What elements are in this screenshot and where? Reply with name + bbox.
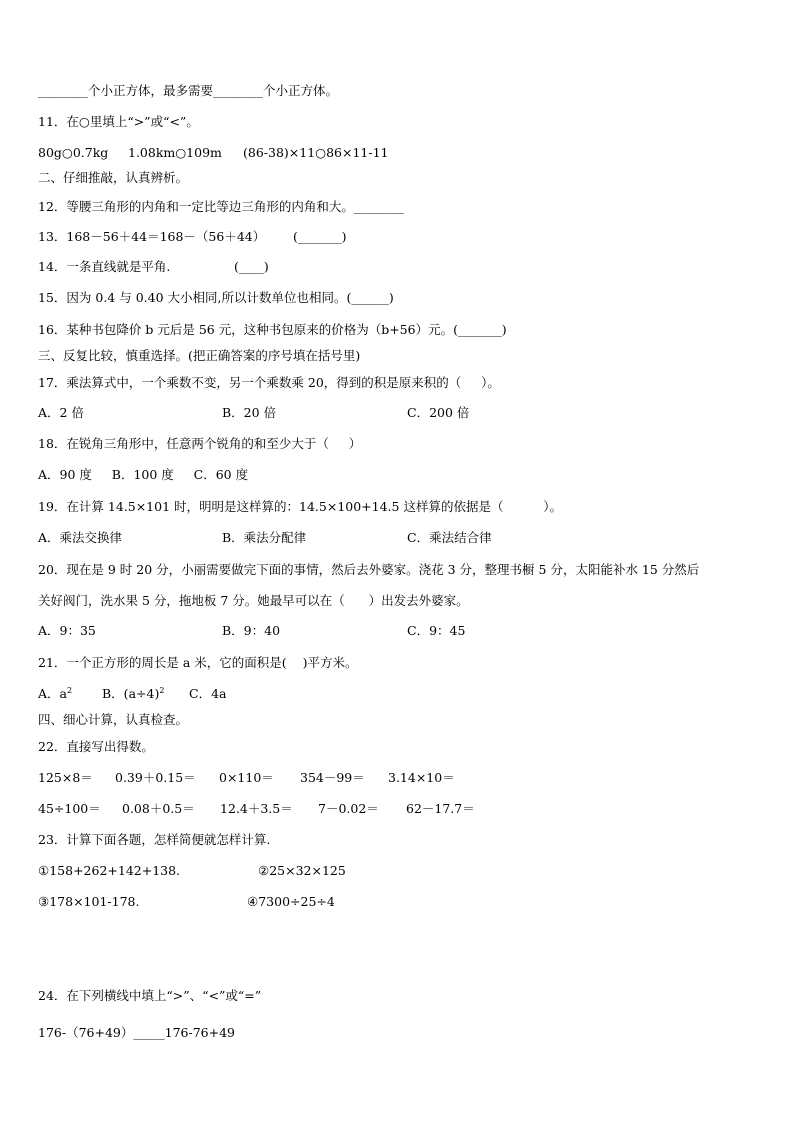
question-18: 18．在锐角三角形中，任意两个锐角的和至少大于（ ） [38, 436, 362, 451]
calc-item: 62－17.7＝ [406, 801, 475, 816]
question-23-item-4: ④7300÷25÷4 [247, 894, 335, 909]
question-22: 22．直接写出得数。 [38, 739, 154, 754]
question-11-prompt: 11．在○里填上“>”或“<”。 [38, 114, 199, 129]
question-17-option-a: A．2 倍 [38, 405, 84, 420]
question-21-option-c: C．4a [189, 686, 227, 701]
question-16: 16．某种书包降价 b 元后是 56 元，这种书包原来的价格为（b+56）元。(_______) [38, 322, 507, 337]
question-20-option-b: B．9：40 [222, 623, 281, 638]
section-2-heading: 二、仔细推敲，认真辨析。 [38, 170, 189, 185]
question-20-option-c: C．9：45 [407, 623, 466, 638]
question-17-option-c: C．200 倍 [407, 405, 470, 420]
question-23: 23．计算下面各题，怎样简便就怎样计算. [38, 832, 271, 847]
question-17-option-b: B．20 倍 [222, 405, 277, 420]
calc-item: 45÷100＝ [38, 801, 101, 816]
calc-item: 7－0.02＝ [318, 801, 379, 816]
question-23-item-1: ①158+262+142+138. [38, 863, 181, 878]
calc-item: 3.14×10＝ [388, 770, 455, 785]
question-20-line-2: 关好阀门，洗水果 5 分，拖地板 7 分。她最早可以在（ ）出发去外婆家。 [38, 593, 469, 608]
question-24: 24．在下列横线中填上“>”、“<”或“=” [38, 988, 262, 1003]
section-4-heading: 四、细心计算，认真检查。 [38, 712, 189, 727]
calc-item: 0×110＝ [219, 770, 274, 785]
calc-item: 125×8＝ [38, 770, 93, 785]
question-21-option-b: B．$(a\div 4)^2$ [102, 686, 165, 701]
question-11-item-2: 1.08km○109m [128, 145, 222, 160]
calc-item: 0.08＋0.5＝ [122, 801, 195, 816]
question-24-expression: 176-（76+49）_____176-76+49 [38, 1025, 235, 1040]
question-19: 19．在计算 14.5×101 时，明明是这样算的：14.5×100+14.5 这样算的依据是（ ）。 [38, 499, 562, 514]
question-21-option-a: A．$a^2$ [38, 686, 73, 701]
question-14: 14．一条直线就是平角. (____) [38, 259, 269, 274]
question-11-item-3: (86-38)×11○86×11-11 [243, 145, 389, 160]
question-12: 12．等腰三角形的内角和一定比等边三角形的内角和大。________ [38, 199, 404, 214]
section-3-heading: 三、反复比较，慎重选择。(把正确答案的序号填在括号里) [38, 348, 361, 363]
calc-item: 0.39＋0.15＝ [115, 770, 196, 785]
question-17: 17．乘法算式中，一个乘数不变，另一个乘数乘 20，得到的积是原来积的（ ）。 [38, 375, 500, 390]
question-21: 21．一个正方形的周长是 a 米，它的面积是( )平方米。 [38, 655, 358, 670]
question-10-continuation: ________个小正方体，最多需要________个小正方体。 [38, 83, 339, 98]
question-13: 13．168－56＋44＝168－（56＋44） (_______) [38, 229, 347, 244]
calc-item: 12.4＋3.5＝ [220, 801, 293, 816]
question-11-item-1: 80g○0.7kg [38, 145, 109, 160]
question-19-option-c: C．乘法结合律 [407, 530, 492, 545]
question-18-options: A．90 度 B．100 度 C．60 度 [38, 467, 249, 482]
calc-item: 354－99＝ [300, 770, 365, 785]
question-20-option-a: A．9：35 [38, 623, 96, 638]
question-23-item-3: ③178×101-178. [38, 894, 140, 909]
question-20-line-1: 20．现在是 9 时 20 分，小丽需要做完下面的事情，然后去外婆家。浇花 3 分，整理书橱 5 分，太阳能补水 15 分然后 [38, 562, 700, 577]
question-23-item-2: ②25×32×125 [258, 863, 346, 878]
question-19-option-a: A．乘法交换律 [38, 530, 123, 545]
question-19-option-b: B．乘法分配律 [222, 530, 307, 545]
question-15: 15．因为 0.4 与 0.40 大小相同,所以计数单位也相同。(______) [38, 290, 394, 305]
